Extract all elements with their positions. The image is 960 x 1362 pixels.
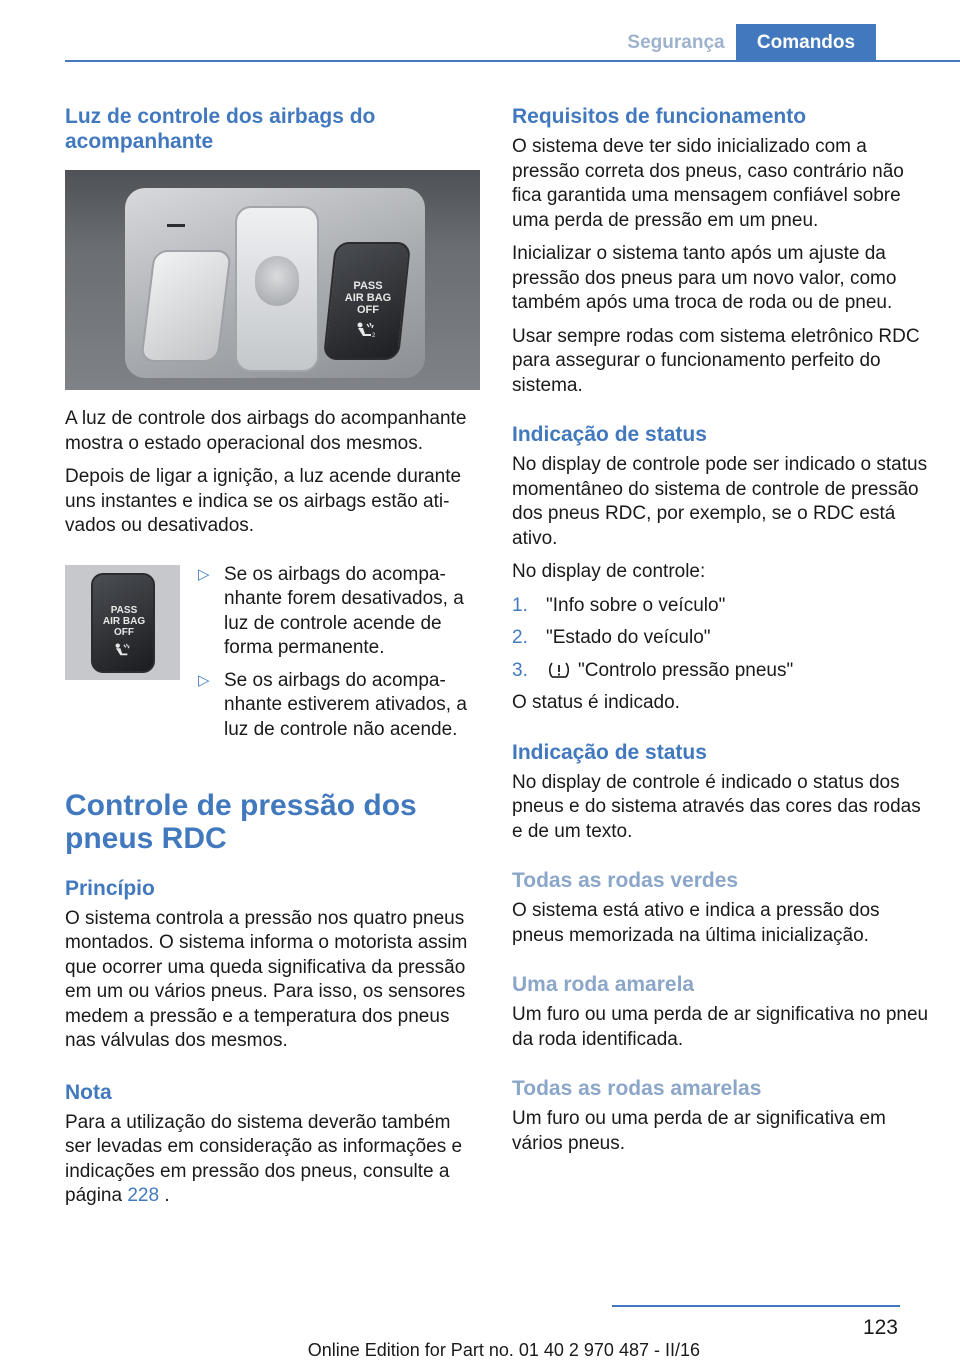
photo-label-off: OFF [357, 304, 379, 316]
photo-label-airbag: AIR BAG [344, 292, 392, 304]
small-label-airbag: AIR BAG [102, 615, 146, 627]
page-link-228[interactable]: 228 [127, 1185, 160, 1206]
page-header [65, 0, 960, 62]
small-label-off: OFF [114, 626, 134, 638]
list-item: ▷ Se os airbags do acompanhante forem desativados, a luz de controle acende de forma permanente. [198, 563, 483, 661]
airbag-indicator-block [65, 565, 482, 765]
nota-heading: Nota [65, 1080, 112, 1104]
step-text: "Info sobre o veículo" [546, 594, 726, 616]
green-wheels-heading: Todas as rodas verdes [512, 869, 739, 892]
airbag-seat-icon [355, 322, 377, 338]
airbag-state-list [198, 563, 483, 743]
status-heading-2: Indicação de status [512, 740, 707, 764]
edition-footer: Online Edition for Part no. 01 40 2 970 487 - II/16 [307, 1340, 700, 1360]
all-yellow-text: Um furo ou uma perda de ar significativa em vários pneus. [512, 1108, 886, 1154]
nota-text [65, 1111, 482, 1209]
small-label-pass: PASS [110, 604, 138, 616]
status-heading-1: Indicação de status [512, 423, 707, 446]
status-para-1: No display de controle pode ser indicado o status momentâneo do sistema de controle de pressão dos pneus RDC, por exemplo, se o RDC está ativo. [512, 454, 928, 549]
req-para-2: Inicializar o sistema tanto após um ajuste da pressão dos pneus para um novo valor, como também após uma troca de roda ou de pneu. [512, 243, 897, 313]
photo-indicator-line [167, 224, 185, 227]
status-para-2: No display de controle é indicado o status dos pneus e do sistema através das cores das rodas e de um texto. [512, 771, 921, 842]
nota-body: Para a utilização do sistema deverão também ser levadas em consideração as informações e indicações em pressão dos pneus, consulte a página [65, 1111, 463, 1206]
step-number: 2. [512, 627, 528, 648]
req-para-1: O sistema deve ter sido inicializado com a pressão correta dos pneus, caso contrário não fica garantida uma mensagem confiável sobre uma perda de pressão em um pneu. [512, 136, 904, 231]
step-text: "Estado do veículo" [546, 627, 711, 648]
step-number: 1. [512, 594, 528, 616]
requirements-heading: Requisitos de funcionamento [512, 105, 807, 128]
airbag-switch-photo [65, 170, 480, 390]
green-wheels-text: O sistema está ativo e indica a pressão dos pneus memorizada na última inicialização. [512, 900, 880, 946]
header-divider [65, 60, 960, 62]
one-yellow-text: Um furo ou uma perda de ar significativa no pneu da roda identificada. [512, 1004, 929, 1050]
tab-seguranca[interactable]: Segurança [627, 32, 725, 53]
status-indicated: O status é indicado. [512, 692, 680, 713]
rdc-heading: Controle de pressão dos pneus RDC [65, 788, 417, 855]
small-airbag-label [95, 605, 153, 638]
airbag-para-2: Depois de ligar a ignição, a luz acende durante uns instantes e indica se os airbags estão ativados ou desativados. [65, 466, 462, 536]
small-airbag-seat-icon [113, 643, 133, 657]
list-item: ▷ Se os airbags do acompanhante estiverem ativados, a luz de controle não acende. [198, 669, 483, 743]
list-item [512, 594, 932, 619]
photo-label-pass: PASS [353, 280, 383, 292]
step-text: "Controlo pressão pneus" [578, 659, 794, 681]
photo-center-knob [255, 256, 299, 306]
menu-steps-list [512, 594, 932, 684]
left-column [65, 100, 482, 1209]
all-yellow-heading: Todas as rodas amarelas [512, 1077, 762, 1100]
right-column [512, 100, 932, 1156]
display-intro: No display de controle: [512, 561, 706, 582]
one-yellow-heading: Uma roda amarela [512, 973, 695, 996]
airbag-light-heading: Luz de controle dos airbags do acompanhante [65, 105, 376, 153]
svg-text:2: 2 [372, 333, 376, 338]
req-para-3: Usar sempre rodas com sistema eletrônico RDC para assegurar o funcionamento perfeito do sistema. [512, 325, 920, 396]
principio-text: O sistema controla a pressão nos quatro pneus montados. O sistema informa o motorista assim que ocorrer uma queda significativa da pressão em um ou vários pneus. Para isso, os sensores medem a pressão e a temperatura dos pneus nas válvulas dos mesmos. [65, 907, 468, 1051]
airbag-para-1: A luz de controle dos airbags do acompanhante mostra o estado operacional dos mesmos. [65, 408, 467, 454]
tab-comandos[interactable]: Comandos [736, 24, 876, 62]
list-item [512, 659, 932, 684]
nota-end: . [159, 1185, 170, 1206]
airbag-off-indicator-photo [65, 565, 180, 680]
page-number: 123 [862, 1316, 898, 1339]
photo-left-button [140, 250, 232, 362]
photo-airbag-label [333, 280, 403, 316]
list-item [512, 626, 932, 651]
footer-divider [612, 1305, 900, 1307]
principio-heading: Princípio [65, 876, 155, 900]
tire-pressure-warning-icon [548, 661, 570, 679]
step-number: 3. [512, 659, 528, 681]
